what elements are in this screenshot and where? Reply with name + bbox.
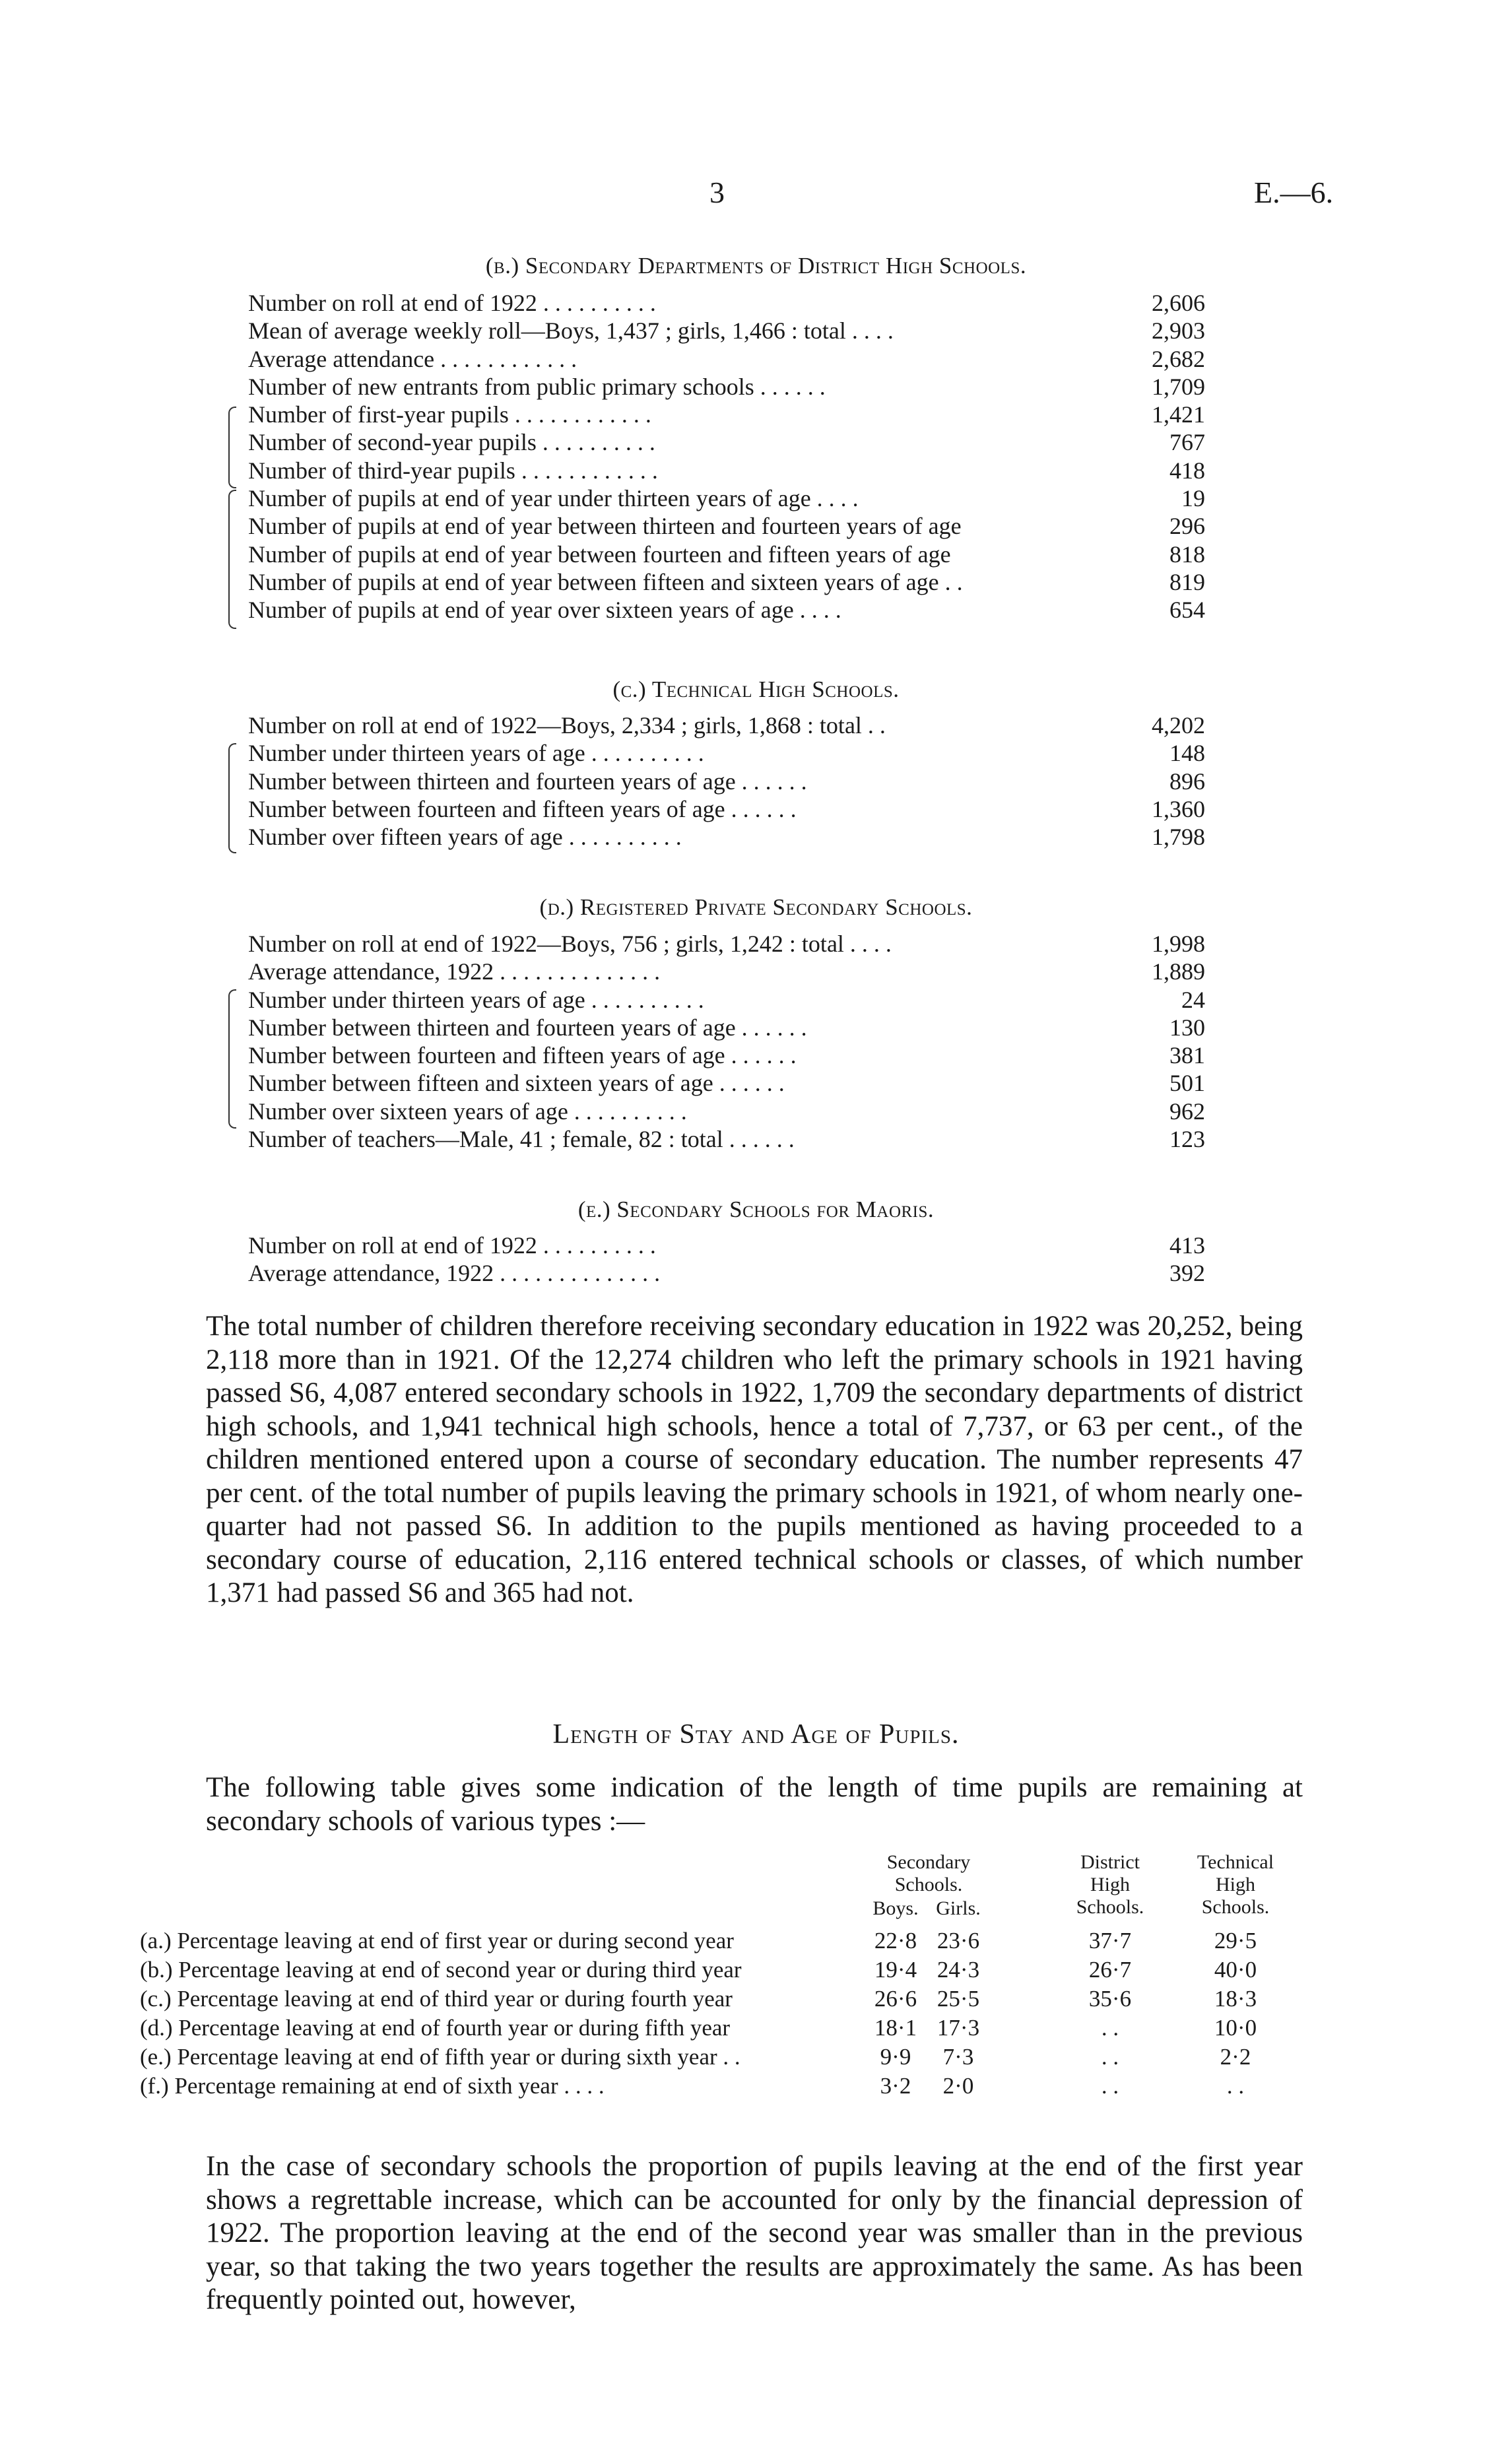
statistic-row <box>248 317 1205 345</box>
statistic-value: 413 <box>1169 1232 1205 1259</box>
brace <box>228 407 236 488</box>
section-e-statistics <box>248 1232 1205 1288</box>
statistic-label: Number on roll at end of 1922—Boys, 756 ; girls, 1,242 : total . . . . <box>248 931 892 957</box>
table-row <box>140 2043 1308 2072</box>
header-district-high: District High Schools. <box>1076 1851 1144 1918</box>
paragraph-table-intro <box>206 1771 1303 1838</box>
paragraph-text: The following table gives some indication of the length of time pupils are remaining at secondary schools of various types :— <box>206 1772 1303 1837</box>
section-heading: Length of Stay and Age of Pupils. <box>552 1719 960 1750</box>
statistic-value: 130 <box>1169 1014 1205 1041</box>
statistic-label: Number between fourteen and fifteen years of age . . . . . . <box>248 795 797 822</box>
statistic-label: Number of pupils at end of year between fourteen and fifteen years of age <box>248 541 951 568</box>
statistic-value: 418 <box>1169 457 1205 484</box>
statistic-value: 381 <box>1169 1042 1205 1069</box>
statistic-value: 818 <box>1169 541 1205 568</box>
statistic-row <box>248 428 1205 456</box>
statistic-label: Number of first-year pupils . . . . . . . . . . . . <box>248 401 651 428</box>
header-technical-high: Technical High Schools. <box>1197 1851 1274 1918</box>
page-number: 3 <box>709 176 725 209</box>
statistic-row <box>248 1232 1205 1259</box>
table-cell: 19·4 <box>874 1957 917 1983</box>
statistic-value: 1,798 <box>1152 824 1205 851</box>
document-reference: E.—6. <box>1254 176 1334 209</box>
brace <box>228 490 236 629</box>
table-row <box>140 2072 1308 2101</box>
statistic-value: 962 <box>1169 1098 1205 1125</box>
table-row-label: (c.) Percentage leaving at end of third year or during fourth year <box>140 1986 733 2012</box>
table-row-label: (a.) Percentage leaving at end of first year or during second year <box>140 1928 734 1954</box>
statistic-label: Number of third-year pupils . . . . . . . . . . . . <box>248 457 658 484</box>
table-cell: 17·3 <box>937 2015 980 2041</box>
statistic-row <box>248 512 1205 540</box>
statistic-row <box>248 930 1205 958</box>
header-boys: Boys. <box>872 1897 919 1919</box>
statistic-value: 24 <box>1181 986 1205 1013</box>
table-cell: 2·0 <box>942 2073 974 2099</box>
paragraph-text: The total number of children therefore receiving secondary education in 1922 was 20,252, being 2,118 more than in 1921. Of the 12,274 children who left the primary schools in 1921 having passed S6, 4,087 entered secondary schools in 1922, 1,709 the secondary departments of district high schools, and 1,941 technical high schools, hence a total of 7,737, or 63 per cent., of the children mentioned entered upon a course of secondary education. The number represents 47 per cent. of the total number of pupils leaving the primary schools in 1921, of whom nearly one-quarter had not passed S6. In addition to the pupils mentioned as having proceeded to a secondary course of education, 2,116 entered technical schools or classes, of which number 1,371 had passed S6 and 365 had not. <box>206 1311 1303 1608</box>
statistic-label: Number between fifteen and sixteen years of age . . . . . . <box>248 1070 785 1097</box>
statistic-row <box>248 1041 1205 1069</box>
table-cell: 29·5 <box>1214 1928 1257 1954</box>
statistic-label: Number between thirteen and fourteen years of age . . . . . . <box>248 1014 807 1041</box>
statistic-value: 2,682 <box>1152 345 1205 372</box>
section-c-statistics <box>248 711 1205 851</box>
header-girls: Girls. <box>936 1897 981 1919</box>
table-row-label: (f.) Percentage remaining at end of sixth year . . . . <box>140 2073 605 2099</box>
statistic-row <box>248 958 1205 985</box>
statistic-row <box>248 457 1205 484</box>
statistic-row <box>248 1098 1205 1125</box>
statistic-label: Number of second-year pupils . . . . . . . . . . <box>248 429 655 456</box>
statistic-label: Number on roll at end of 1922—Boys, 2,334 ; girls, 1,868 : total . . <box>248 712 886 739</box>
table-cell: 24·3 <box>937 1957 980 1983</box>
brace <box>228 989 236 1129</box>
statistic-row <box>248 739 1205 767</box>
statistic-value: 501 <box>1169 1070 1205 1097</box>
statistic-label: Number of new entrants from public primary schools . . . . . . <box>248 373 826 400</box>
statistic-row <box>248 1014 1205 1041</box>
statistic-value: 2,606 <box>1152 290 1205 316</box>
statistic-value: 392 <box>1169 1260 1205 1287</box>
statistic-row <box>248 1259 1205 1287</box>
statistic-row <box>248 568 1205 596</box>
table-row-label: (e.) Percentage leaving at end of fifth year or during sixth year . . <box>140 2044 740 2070</box>
table-cell: . . <box>1101 2073 1119 2099</box>
statistic-row <box>248 1069 1205 1097</box>
table-cell: 9·9 <box>880 2044 911 2070</box>
section-d-title: (d.) Registered Private Secondary Schools. <box>539 894 973 920</box>
statistic-label: Number over sixteen years of age . . . . . . . . . . <box>248 1098 687 1125</box>
statistic-label: Number between thirteen and fourteen years of age . . . . . . <box>248 768 807 795</box>
statistic-value: 19 <box>1181 485 1205 512</box>
statistic-label: Number of teachers—Male, 41 ; female, 82 : total . . . . . . <box>248 1126 795 1153</box>
statistic-value: 296 <box>1169 513 1205 540</box>
statistic-value: 148 <box>1169 740 1205 767</box>
statistic-value: 654 <box>1169 597 1205 624</box>
statistic-value: 123 <box>1169 1126 1205 1153</box>
brace <box>228 743 236 853</box>
statistic-value: 1,709 <box>1152 373 1205 400</box>
table-cell: 18·3 <box>1214 1986 1257 2012</box>
statistic-label: Average attendance, 1922 . . . . . . . . . . . . . . <box>248 958 661 985</box>
table-cell: 40·0 <box>1214 1957 1257 1983</box>
statistic-label: Number of pupils at end of year between fifteen and sixteen years of age . . <box>248 568 963 595</box>
statistic-label: Number over fifteen years of age . . . . . . . . . . <box>248 824 682 851</box>
statistic-value: 1,421 <box>1152 401 1205 428</box>
table-row <box>140 1985 1308 2014</box>
table-cell: . . <box>1101 2015 1119 2041</box>
statistic-label: Average attendance, 1922 . . . . . . . . . . . . . . <box>248 1260 661 1287</box>
table-cell: . . <box>1226 2073 1245 2099</box>
table-cell: 35·6 <box>1088 1986 1132 2012</box>
statistic-row <box>248 596 1205 624</box>
statistic-label: Number under thirteen years of age . . . . . . . . . . <box>248 986 704 1013</box>
statistic-label: Average attendance . . . . . . . . . . . . <box>248 345 577 372</box>
statistic-value: 819 <box>1169 568 1205 595</box>
paragraph-text: In the case of secondary schools the proportion of pupils leaving at the end of the first year shows a regrettable increase, which can be accounted for only by the financial depression of 1922. The proportion leaving at the end of the second year was smaller than in the previous year, so that taking the two years together the results are approximately the same. As has been frequently pointed out, however, <box>206 2151 1303 2315</box>
section-c-title: (c.) Technical High Schools. <box>612 676 900 702</box>
table-cell: 22·8 <box>874 1928 917 1954</box>
statistic-row <box>248 345 1205 373</box>
section-b-statistics <box>248 289 1205 624</box>
table-cell: 7·3 <box>942 2044 974 2070</box>
statistic-row <box>248 484 1205 512</box>
statistic-row <box>248 795 1205 823</box>
table-row <box>140 2014 1308 2043</box>
statistic-row <box>248 986 1205 1014</box>
table-cell: 3·2 <box>880 2073 911 2099</box>
paragraph-total-secondary <box>206 1310 1303 1610</box>
statistic-row <box>248 768 1205 795</box>
table-cell: 10·0 <box>1214 2015 1257 2041</box>
statistic-label: Number of pupils at end of year under thirteen years of age . . . . <box>248 485 859 512</box>
statistic-label: Number of pupils at end of year over sixteen years of age . . . . <box>248 597 841 624</box>
table-cell: 18·1 <box>874 2015 917 2041</box>
section-b-title: (b.) Secondary Departments of District High Schools. <box>485 253 1027 279</box>
statistic-label: Number on roll at end of 1922 . . . . . . . . . . <box>248 1232 656 1259</box>
header-secondary-schools: Secondary Schools. <box>886 1851 971 1895</box>
statistic-row <box>248 289 1205 317</box>
statistic-row <box>248 1125 1205 1153</box>
statistic-label: Number of pupils at end of year between thirteen and fourteen years of age <box>248 513 962 540</box>
statistic-row <box>248 401 1205 428</box>
paragraph-analysis <box>206 2150 1303 2317</box>
statistic-value: 767 <box>1169 429 1205 456</box>
statistic-value: 1,889 <box>1152 958 1205 985</box>
table-row <box>140 1926 1308 1955</box>
statistic-value: 4,202 <box>1152 712 1205 739</box>
table-cell: 23·6 <box>937 1928 980 1954</box>
section-d-statistics <box>248 930 1205 1153</box>
table-row-label: (d.) Percentage leaving at end of fourth year or during fifth year <box>140 2015 731 2041</box>
table-cell: 26·7 <box>1088 1957 1132 1983</box>
table-row <box>140 1955 1308 1985</box>
section-e-title: (e.) Secondary Schools for Maoris. <box>577 1197 935 1222</box>
table-row-label: (b.) Percentage leaving at end of second year or during third year <box>140 1957 742 1983</box>
statistic-row <box>248 373 1205 401</box>
statistic-row <box>248 711 1205 739</box>
statistic-label: Number under thirteen years of age . . . . . . . . . . <box>248 740 704 767</box>
statistic-label: Number on roll at end of 1922 . . . . . . . . . . <box>248 290 656 316</box>
table-cell: 2·2 <box>1220 2044 1251 2070</box>
statistic-row <box>248 823 1205 851</box>
statistic-value: 1,360 <box>1152 795 1205 822</box>
statistic-label: Number between fourteen and fifteen years of age . . . . . . <box>248 1042 797 1069</box>
statistic-value: 896 <box>1169 768 1205 795</box>
statistic-label: Mean of average weekly roll—Boys, 1,437 ; girls, 1,466 : total . . . . <box>248 317 894 345</box>
table-cell: 37·7 <box>1088 1928 1132 1954</box>
statistic-row <box>248 541 1205 568</box>
statistic-value: 1,998 <box>1152 931 1205 957</box>
table-cell: 25·5 <box>937 1986 980 2012</box>
statistic-value: 2,903 <box>1152 317 1205 345</box>
table-cell: 26·6 <box>874 1986 917 2012</box>
table-cell: . . <box>1101 2044 1119 2070</box>
